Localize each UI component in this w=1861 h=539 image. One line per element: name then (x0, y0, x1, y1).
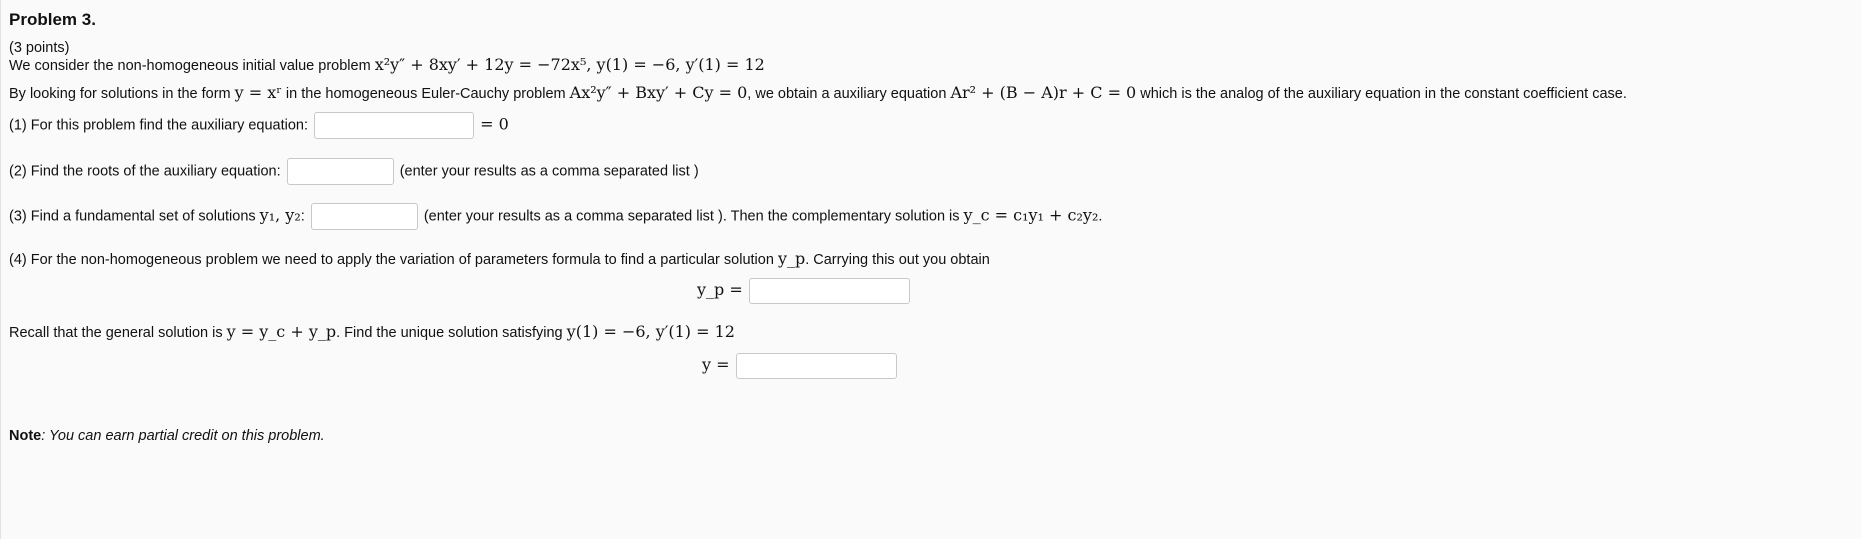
yp-label: y_p = (697, 279, 743, 299)
general-solution-equation: y = y_c + y_p (226, 322, 337, 341)
euler-text-4: which is the analog of the auxiliary equation in the constant coefficient case. (1140, 86, 1627, 102)
euler-line (9, 83, 1627, 102)
euler-equation: Ax²y″ + Bxy′ + Cy = 0 (569, 83, 748, 102)
euler-text-2: in the homogeneous Euler-Cauchy problem (285, 86, 566, 102)
aux-equation-input[interactable] (314, 112, 474, 139)
q4-yp: y_p (777, 249, 806, 268)
points-label: (3 points) (9, 40, 70, 56)
intro-line (9, 55, 765, 74)
q2-label: (2) Find the roots of the auxiliary equation: (9, 163, 281, 180)
initial-conditions: y(1) = −6, y′(1) = 12 (566, 322, 735, 341)
q3-line (9, 203, 1102, 230)
fundamental-set-input[interactable] (311, 203, 418, 230)
q3-end: . (1098, 208, 1103, 225)
q1-line (9, 112, 509, 139)
q3-label: (3) Find a fundamental set of solutions (9, 208, 256, 225)
ivp-equation: x²y″ + 8xy′ + 12y = −72x⁵, y(1) = −6, y′(1) = 12 (374, 55, 765, 74)
euler-form: y = xʳ (234, 83, 282, 102)
intro-text: We consider the non-homogeneous initial value problem (9, 58, 371, 74)
euler-text-3: , we obtain a auxiliary equation (747, 86, 947, 102)
note-line (9, 428, 325, 444)
note-text: : You can earn partial credit on this problem. (41, 428, 325, 444)
roots-input[interactable] (287, 158, 394, 185)
yc-equation: y_c = c₁y₁ + c₂y₂ (963, 205, 1099, 225)
q4-text-end: . Carrying this out you obtain (805, 252, 990, 268)
recall-text-2: . Find the unique solution satisfying (336, 325, 563, 341)
particular-solution-input[interactable] (749, 278, 910, 304)
euler-text-1: By looking for solutions in the form (9, 86, 231, 102)
y-row (702, 353, 899, 379)
recall-line (9, 322, 735, 341)
note-label: Note (9, 428, 42, 444)
yp-row (697, 278, 912, 304)
q3-colon: : (300, 208, 305, 225)
recall-text-1: Recall that the general solution is (9, 325, 223, 341)
q3-hint: (enter your results as a comma separated list ). Then the complementary solution is (423, 208, 960, 225)
q3-vars: y₁, y₂ (259, 205, 301, 225)
problem-title: Problem 3. (9, 10, 96, 29)
q4-text: (4) For the non-homogeneous problem we need to apply the variation of parameters formula to find a particular solution (9, 252, 774, 268)
q4-line (9, 249, 990, 268)
q1-suffix: = 0 (480, 114, 509, 134)
aux-general-equation: Ar² + (B − A)r + C = 0 (950, 83, 1137, 102)
unique-solution-input[interactable] (736, 353, 897, 379)
q1-label: (1) For this problem find the auxiliary equation: (9, 117, 309, 134)
q2-line (9, 158, 699, 185)
q2-hint: (enter your results as a comma separated list ) (399, 163, 699, 180)
y-label: y = (702, 354, 730, 374)
